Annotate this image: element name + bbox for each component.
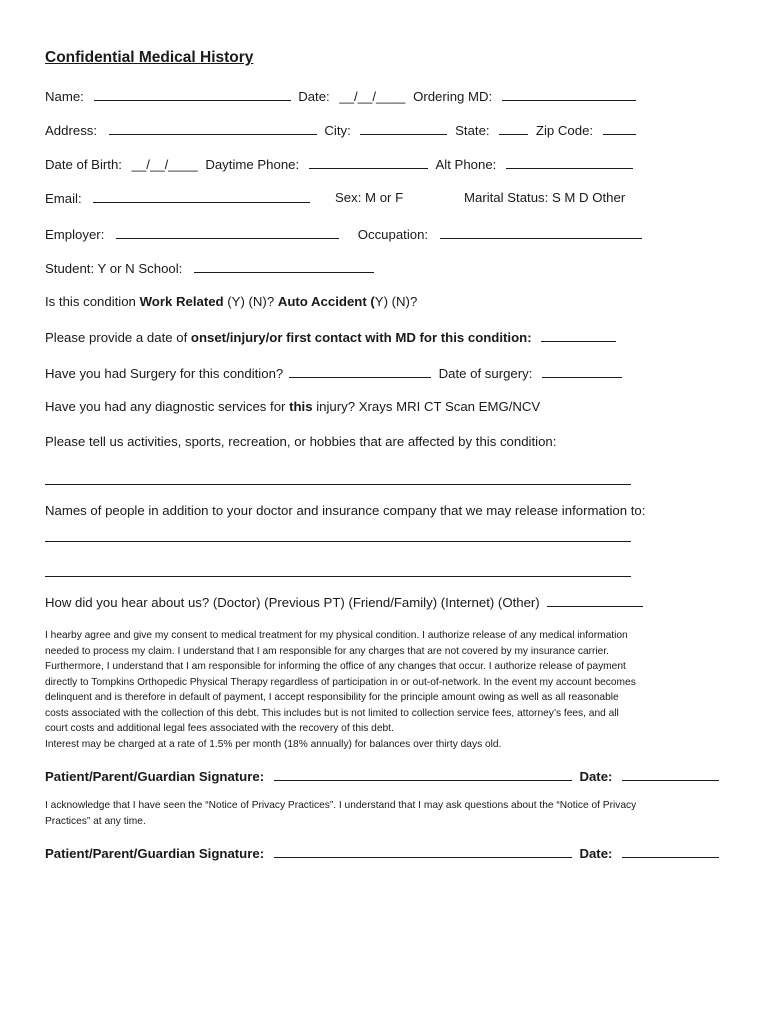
onset-question	[45, 329, 616, 346]
alt-phone-field[interactable]	[506, 156, 633, 169]
signature-date-label: Date:	[579, 846, 613, 861]
surgery-question	[45, 365, 622, 382]
this-emphasis: this	[289, 399, 313, 414]
zip-field[interactable]	[603, 122, 636, 135]
q4-text: Have you had any diagnostic services for	[45, 399, 290, 414]
zip-label: Zip Code:	[535, 123, 594, 138]
surgery-field[interactable]	[289, 365, 431, 378]
release-names-line-2[interactable]	[45, 576, 631, 577]
employer-label: Employer:	[45, 227, 105, 242]
signature-label: Patient/Parent/Guardian Signature:	[45, 769, 265, 784]
diagnostic-question	[45, 399, 540, 415]
consent-line: costs associated with the collection of this debt. This includes but is not limited to collection service fees, attorney’s fees, and all	[45, 707, 619, 719]
diagnostic-options[interactable]: injury? Xrays MRI CT Scan EMG/NCV	[312, 399, 541, 414]
daytime-phone-field[interactable]	[309, 156, 428, 169]
auto-accident-options[interactable]: Y) (N)?	[374, 294, 418, 309]
work-related-options[interactable]: (Y) (N)?	[223, 294, 278, 309]
occupation-field[interactable]	[440, 226, 642, 239]
signature-label: Patient/Parent/Guardian Signature:	[45, 846, 265, 861]
consent-line: I hearby agree and give my consent to medical treatment for my physical condition. I authorize release of any medical information	[45, 630, 628, 641]
q2-text: Please provide a date of	[45, 330, 191, 345]
consent-signature-field[interactable]	[274, 768, 572, 781]
referral-options[interactable]: How did you hear about us? (Doctor) (Previous PT) (Friend/Family) (Internet) (Other)	[45, 595, 540, 610]
student-label: Student: Y or N School:	[45, 261, 183, 276]
consent-line: needed to process my claim. I understand that I am responsible for any charges that are not covered by my insurance carrier.	[45, 645, 609, 657]
consent-line: Furthermore, I understand that I am responsible for informing the office of any changes that occur. I authorize release of payment	[45, 661, 626, 672]
dob-row	[45, 156, 633, 173]
consent-line: Interest may be charged at a rate of 1.5% per month (18% annually) for balances over thirty days old.	[45, 738, 502, 750]
release-names-question: Names of people in addition to your doctor and insurance company that we may release information to:	[45, 503, 646, 518]
form-title: Confidential Medical History	[45, 49, 254, 66]
daytime-phone-label: Daytime Phone:	[205, 157, 300, 172]
state-label: State:	[455, 123, 490, 138]
auto-accident-label: Auto Accident (	[277, 294, 375, 309]
consent-line: delinquent and is therefore in default of payment, I accept responsibility for the principle amount owing as well as all reasonable	[45, 692, 619, 703]
employer-field[interactable]	[116, 226, 339, 239]
consent-signature-row	[45, 768, 719, 784]
privacy-signature-field[interactable]	[274, 845, 572, 858]
marital-status-option[interactable]: Marital Status: S M D Other	[464, 190, 626, 205]
name-field[interactable]	[94, 88, 291, 101]
name-label: Name:	[45, 89, 84, 104]
privacy-signature-row	[45, 845, 719, 861]
state-field[interactable]	[499, 122, 528, 135]
privacy-line: Practices” at any time.	[45, 815, 146, 827]
address-field[interactable]	[109, 122, 317, 135]
consent-paragraph	[45, 628, 735, 752]
name-row	[45, 88, 636, 105]
employer-row	[45, 226, 642, 243]
activities-question: Please tell us activities, sports, recreation, or hobbies that are affected by this condition:	[45, 434, 557, 449]
release-names-line-1[interactable]	[45, 541, 631, 542]
student-row	[45, 260, 374, 277]
referral-question	[45, 594, 643, 611]
surgery-date-label: Date of surgery:	[438, 366, 533, 381]
referral-other-field[interactable]	[547, 594, 643, 607]
alt-phone-label: Alt Phone:	[435, 157, 497, 172]
surgery-label: Have you had Surgery for this condition?	[45, 366, 284, 381]
work-related-question	[45, 294, 417, 310]
work-related-label: Work Related	[139, 294, 224, 309]
q1-text: Is this condition	[45, 294, 140, 309]
surgery-date-field[interactable]	[542, 365, 622, 378]
consent-signature-date-field[interactable]	[622, 768, 719, 781]
activities-answer-line[interactable]	[45, 484, 631, 485]
date-field[interactable]: __/__/____	[339, 89, 406, 104]
ordering-md-field[interactable]	[502, 88, 636, 101]
privacy-paragraph	[45, 798, 735, 829]
city-field[interactable]	[360, 122, 447, 135]
signature-date-label: Date:	[579, 769, 613, 784]
ordering-md-label: Ordering MD:	[413, 89, 493, 104]
date-label: Date:	[298, 89, 330, 104]
address-label: Address:	[45, 123, 98, 138]
onset-date-field[interactable]	[541, 329, 616, 342]
consent-line: directly to Tompkins Orthopedic Physical Therapy regardless of participation in or out-of-network. In the event my account becomes	[45, 676, 636, 688]
email-label: Email:	[45, 191, 82, 206]
email-field[interactable]	[93, 190, 310, 203]
email-row	[45, 190, 310, 207]
address-row	[45, 122, 636, 139]
sex-option[interactable]: Sex: M or F	[335, 190, 404, 205]
dob-field[interactable]: __/__/____	[131, 157, 198, 172]
dob-label: Date of Birth:	[45, 157, 122, 172]
city-label: City:	[324, 123, 351, 138]
privacy-line: I acknowledge that I have seen the “Notice of Privacy Practices”. I understand that I may ask questions about the “Notice of Privacy	[45, 800, 637, 811]
school-field[interactable]	[194, 260, 374, 273]
occupation-label: Occupation:	[357, 227, 429, 242]
onset-label: onset/injury/or first contact with MD for this condition:	[190, 330, 532, 345]
privacy-signature-date-field[interactable]	[622, 845, 719, 858]
consent-line: court costs and additional legal fees associated with the recovery of this debt.	[45, 723, 394, 734]
